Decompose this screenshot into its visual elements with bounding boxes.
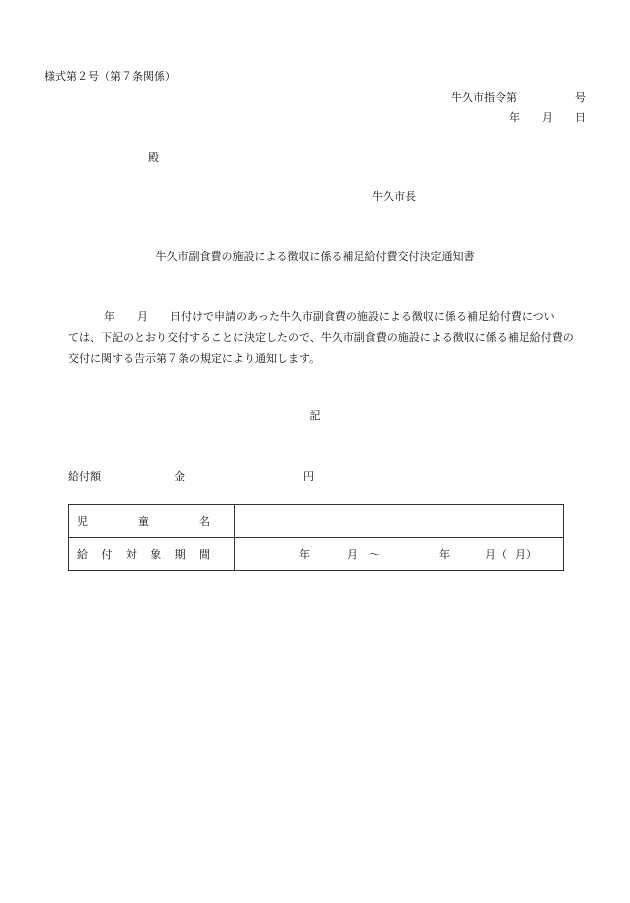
form-number: 様式第２号（第７条関係） (44, 70, 176, 83)
period-label-char: 給 (77, 548, 88, 561)
period-label-char: 象 (150, 548, 162, 561)
addressee-honorific: 殿 (148, 151, 159, 164)
ki-heading: 記 (309, 409, 321, 422)
period-year-1: 年 (299, 548, 310, 561)
benefit-period-label (69, 538, 235, 571)
directive-suffix: 号 (575, 91, 586, 104)
detail-table (68, 504, 564, 571)
body-line-2: ては、下記のとおり交付することに決定したので、牛久市副食費の施設による徴収に係る補足給付費の (68, 331, 574, 344)
amount-kin: 金 (174, 470, 185, 483)
benefit-period-value (235, 538, 564, 571)
period-label-char: 付 (101, 548, 113, 561)
body-month-label: 月 (137, 310, 148, 323)
period-count-suffix: 月） (515, 548, 537, 561)
body-year-label: 年 (104, 310, 115, 323)
period-label-char: 期 (174, 548, 186, 561)
child-label-char: 童 (138, 515, 149, 528)
body-line-1 (68, 306, 587, 327)
amount-label: 給付額 (68, 470, 101, 483)
period-tilde: ～ (369, 548, 380, 561)
date-year-label: 年 (509, 111, 520, 124)
date-day-label: 日 (575, 111, 586, 124)
date-month-label: 月 (542, 111, 553, 124)
benefit-period-row (69, 538, 564, 571)
sender-name: 牛久市長 (372, 190, 416, 203)
body-line-3: 交付に関する告示第７条の規定により通知します。 (68, 352, 321, 365)
child-name-value (235, 505, 564, 538)
directive-prefix: 牛久市指令第 (451, 91, 517, 104)
period-month-1: 月 (347, 548, 358, 561)
body-line-1-text: 日付けで申請のあった牛久市副食費の施設による徴収に係る補足給付費につい (170, 310, 555, 323)
document-title: 牛久市副食費の施設による徴収に係る補足給付費交付決定通知書 (155, 250, 475, 263)
child-name-row (69, 505, 564, 538)
notice-body (68, 306, 587, 369)
period-label-char: 間 (198, 548, 210, 561)
amount-yen: 円 (303, 470, 314, 483)
issue-date-line (509, 109, 586, 125)
child-label-char: 児 (77, 515, 88, 528)
period-label-char: 対 (125, 548, 137, 561)
directive-number-line (451, 89, 586, 105)
period-year-2: 年 (439, 548, 450, 561)
child-name-label (69, 505, 235, 538)
period-month-2: 月（ (485, 548, 507, 561)
child-label-char: 名 (199, 515, 210, 528)
